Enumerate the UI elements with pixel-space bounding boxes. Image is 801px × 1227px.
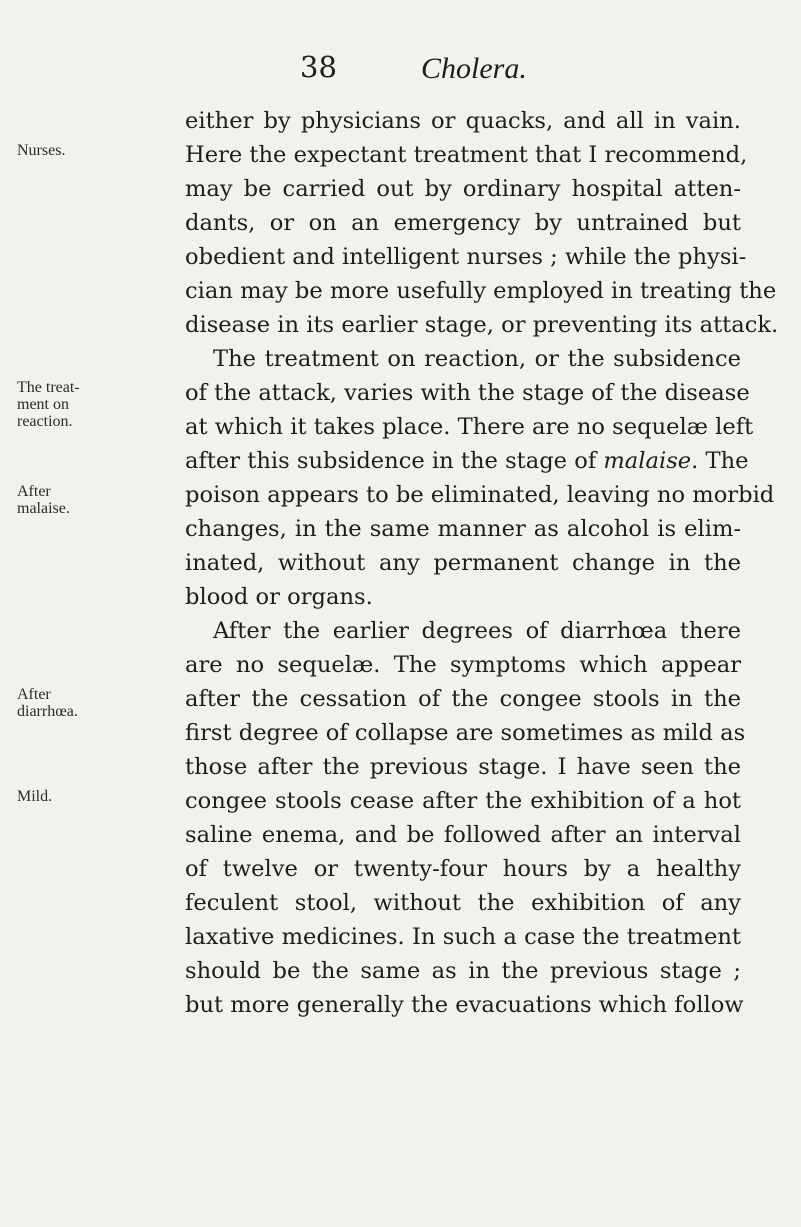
body-line: inated, without any permanent change in the <box>185 550 741 576</box>
body-line: are no sequelæ. The symptoms which appear <box>185 652 741 678</box>
body-line: cian may be more usefully employed in treating the <box>185 278 777 304</box>
body-line: blood or organs. <box>185 584 373 610</box>
margin-note-nurses: Nurses. <box>17 142 66 159</box>
body-line: of the attack, varies with the stage of the disease <box>185 380 750 406</box>
margin-note-mild: Mild. <box>17 788 53 805</box>
body-line-malaise <box>185 444 749 478</box>
body-line: at which it takes place. There are no sequelæ left <box>185 414 754 440</box>
body-line: should be the same as in the previous stage ; <box>185 958 741 984</box>
malaise-italic: malaise <box>603 448 692 474</box>
body-line: but more generally the evacuations which follow <box>185 992 744 1018</box>
body-line: of twelve or twenty-four hours by a healthy <box>185 856 741 882</box>
body-line: Here the expectant treatment that I recommend, <box>185 142 748 168</box>
body-line: poison appears to be eliminated, leaving no morbid <box>185 482 775 508</box>
body-line: after the cessation of the congee stools in the <box>185 686 741 712</box>
body-line: disease in its earlier stage, or preventing its attack. <box>185 312 779 338</box>
body-line: congee stools cease after the exhibition of a hot <box>185 788 741 814</box>
body-line: either by physicians or quacks, and all in vain. <box>185 108 741 134</box>
page-number: 38 <box>300 50 337 84</box>
body-line: first degree of collapse are sometimes as mild as <box>185 720 746 746</box>
page-header <box>0 50 801 90</box>
body-line: dants, or on an emergency by untrained but <box>185 210 741 236</box>
running-title: Cholera. <box>421 52 527 85</box>
body-line: those after the previous stage. I have seen the <box>185 754 741 780</box>
body-line: The treatment on reaction, or the subsidence <box>213 346 741 372</box>
body-line: changes, in the same manner as alcohol is elim- <box>185 516 741 542</box>
margin-note-treatment-on-reaction: The treat- ment on reaction. <box>17 379 80 430</box>
body-line: obedient and intelligent nurses ; while the physi- <box>185 244 747 270</box>
body-line: saline enema, and be followed after an interval <box>185 822 741 848</box>
body-line: After the earlier degrees of diarrhœa there <box>213 618 741 644</box>
body-line-text: after this subsidence in the stage of <box>185 448 604 474</box>
margin-note-after-diarrhoea: After diarrhœa. <box>17 686 78 720</box>
body-line: laxative medicines. In such a case the treatment <box>185 924 741 950</box>
margin-note-after-malaise: After malaise. <box>17 483 70 517</box>
body-line-text: . The <box>691 448 749 474</box>
body-line: feculent stool, without the exhibition of any <box>185 890 741 916</box>
body-line: may be carried out by ordinary hospital atten- <box>185 176 741 202</box>
